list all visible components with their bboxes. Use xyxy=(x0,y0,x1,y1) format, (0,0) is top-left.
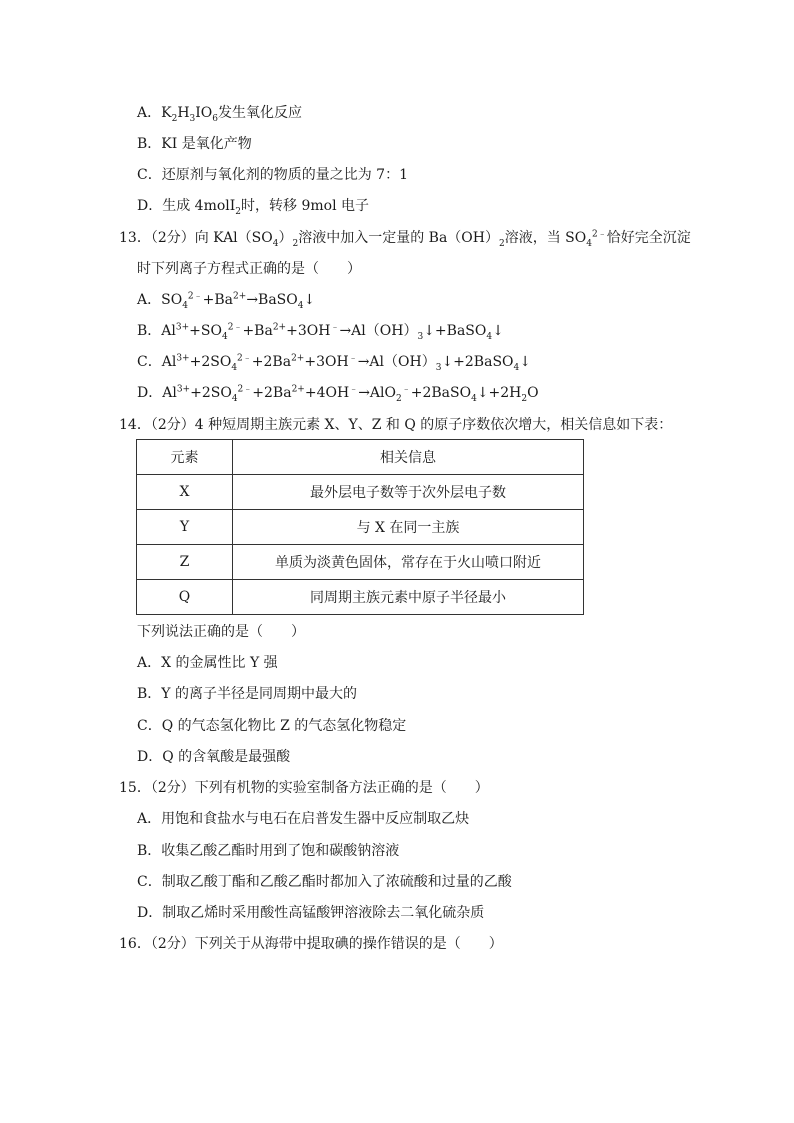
table-cell: Q xyxy=(137,580,233,615)
table-cell: 与 X 在同一主族 xyxy=(233,510,584,545)
table-cell: 单质为淡黄色固体，常存在于火山喷口附近 xyxy=(233,545,584,580)
q14-stem: 14．（2分）4 种短周期主族元素 X、Y、Z 和 Q 的原子序数依次增大，相关信息如下表： xyxy=(119,417,673,433)
table-row xyxy=(137,475,584,510)
q15-option-b: B．收集乙酸乙酯时用到了饱和碳酸钠溶液 xyxy=(137,843,400,859)
table-row xyxy=(137,580,584,615)
q13-stem-continued: 时下列离子方程式正确的是（ ） xyxy=(137,261,361,277)
q13-option-a: A．$SO_4^{2﹣}+Ba^{2+}\to BaSO_4↓$ xyxy=(137,291,316,311)
q12-option-c: C．还原剂与氧化剂的物质的量之比为 7：1 xyxy=(137,167,408,183)
q15-option-a: A．用饱和食盐水与电石在启普发生器中反应制取乙炔 xyxy=(137,811,470,827)
table-cell: 最外层电子数等于次外层电子数 xyxy=(233,475,584,510)
table-row xyxy=(137,545,584,580)
table-cell: X xyxy=(137,475,233,510)
q14-option-b: B．Y 的离子半径是同周期中最大的 xyxy=(137,686,357,702)
q12-option-d: D．生成 4molI$_2$时，转移 9mol 电子 xyxy=(137,198,370,217)
q15-stem: 15．（2分）下列有机物的实验室制备方法正确的是（ ） xyxy=(119,780,489,796)
q12-option-a: A．$K_2H_3IO_6$发生氧化反应 xyxy=(137,105,303,124)
q14-option-a: A．X 的金属性比 Y 强 xyxy=(137,655,278,671)
table-cell: 同周期主族元素中原子半径最小 xyxy=(233,580,584,615)
q14-prompt: 下列说法正确的是（ ） xyxy=(137,624,305,640)
q13-option-d: D．$Al^{3+}+2SO_4^{2﹣}+2Ba^{2+}+4OH^﹣\to AlO_2^﹣+2BaSO_4↓+2H_2O$ xyxy=(137,384,539,404)
q13-stem: 13．（2分）向 $KAl(SO_4)_2$溶液中加入一定量的 $Ba(OH)_2$溶液，当 $SO_4^{2﹣}$恰好完全沉淀 xyxy=(119,229,691,249)
q15-option-d: D．制取乙烯时采用酸性高锰酸钾溶液除去二氧化硫杂质 xyxy=(137,905,485,921)
q16-stem: 16．（2分）下列关于从海带中提取碘的操作错误的是（ ） xyxy=(119,936,503,952)
table-cell: Y xyxy=(137,510,233,545)
table-header-cell: 相关信息 xyxy=(233,440,584,475)
q12-option-b: B．KI 是氧化产物 xyxy=(137,136,252,152)
element-info-table xyxy=(136,439,584,615)
table-row xyxy=(137,510,584,545)
table-header-cell: 元素 xyxy=(137,440,233,475)
q15-option-c: C．制取乙酸丁酯和乙酸乙酯时都加入了浓硫酸和过量的乙酸 xyxy=(137,874,512,890)
q13-option-c: C．$Al^{3+}+2SO_4^{2﹣}+2Ba^{2+}+3OH^﹣\to Al(OH)_3↓+2BaSO_4↓$ xyxy=(137,353,531,373)
q14-option-d: D．Q 的含氧酸是最强酸 xyxy=(137,749,291,765)
table-cell: Z xyxy=(137,545,233,580)
q14-option-c: C．Q 的气态氢化物比 Z 的气态氢化物稳定 xyxy=(137,718,407,734)
q13-option-b: B．$Al^{3+}+SO_4^{2﹣}+Ba^{2+}+3OH^﹣\to Al(OH)_3↓+BaSO_4↓$ xyxy=(137,322,504,342)
table-header-row xyxy=(137,440,584,475)
